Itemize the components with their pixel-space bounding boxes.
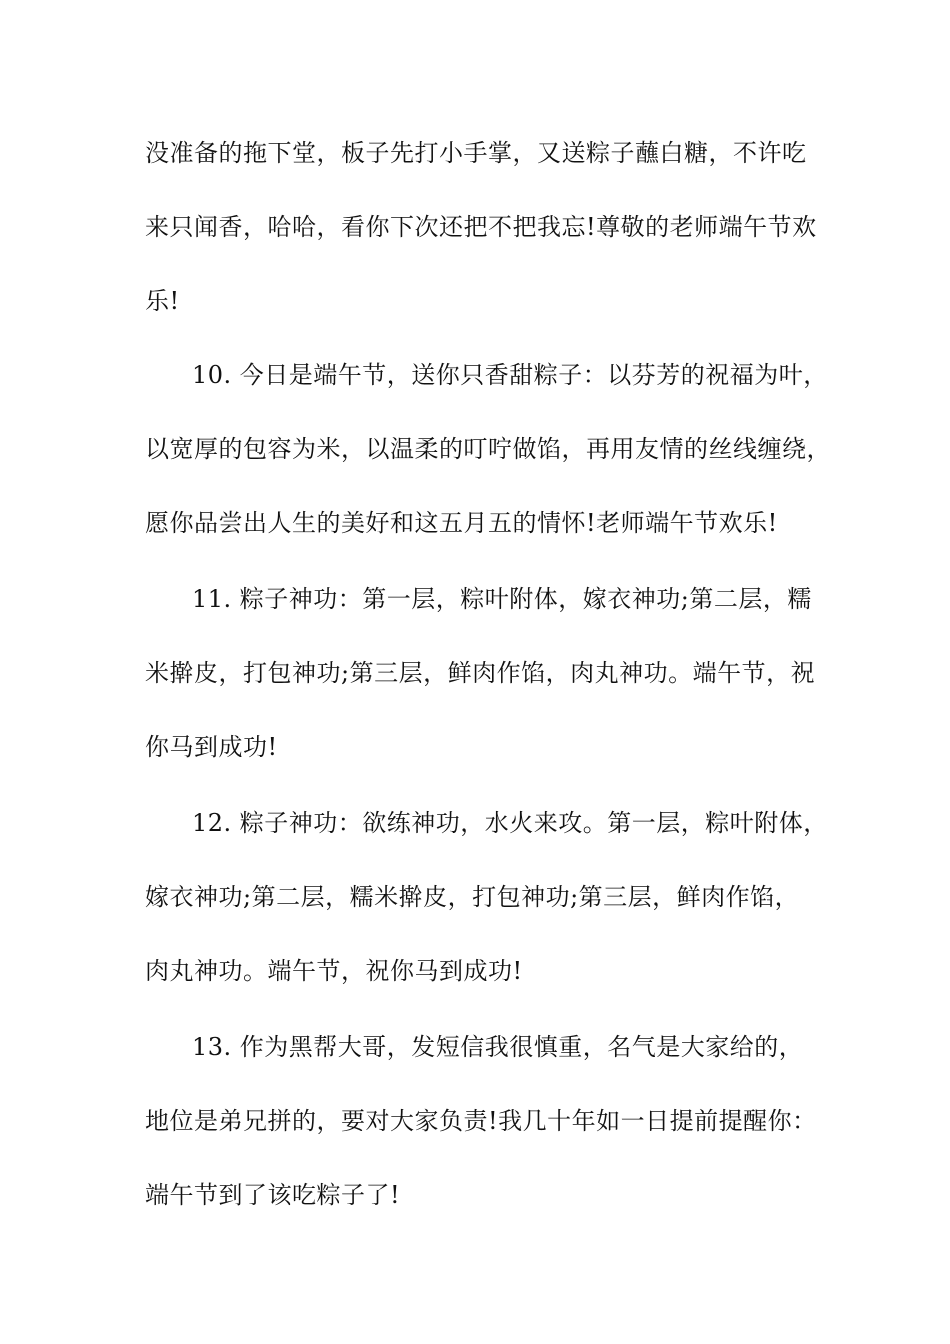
text-line: 你马到成功! xyxy=(145,733,278,761)
text-line: 以宽厚的包容为米，以温柔的叮咛做馅，再用友情的丝线缠绕， xyxy=(145,435,831,463)
text-line: 13. 作为黑帮大哥，发短信我很慎重，名气是大家给的， xyxy=(192,1033,804,1061)
text-line: 乐! xyxy=(145,287,180,315)
text-line: 端午节到了该吃粽子了! xyxy=(145,1181,401,1209)
text-line: 12. 粽子神功：欲练神功，水火来攻。第一层，粽叶附体， xyxy=(192,809,828,837)
text-line: 没准备的拖下堂，板子先打小手掌，又送粽子蘸白糖，不许吃 xyxy=(145,139,807,167)
text-line: 来只闻香，哈哈，看你下次还把不把我忘!尊敬的老师端午节欢 xyxy=(145,213,817,241)
text-line: 嫁衣神功;第二层，糯米擀皮，打包神功;第三层，鲜肉作馅， xyxy=(145,883,800,911)
text-line: 肉丸神功。端午节，祝你马到成功! xyxy=(145,957,523,985)
text-line: 米擀皮，打包神功;第三层，鲜肉作馅，肉丸神功。端午节，祝 xyxy=(145,659,816,687)
text-line: 愿你品尝出人生的美好和这五月五的情怀!老师端午节欢乐! xyxy=(145,509,778,537)
text-line: 10. 今日是端午节，送你只香甜粽子：以芬芳的祝福为叶， xyxy=(192,361,828,389)
text-line: 地位是弟兄拼的，要对大家负责!我几十年如一日提前提醒你： xyxy=(145,1107,817,1135)
text-line: 11. 粽子神功：第一层，粽叶附体，嫁衣神功;第二层，糯 xyxy=(192,585,812,613)
